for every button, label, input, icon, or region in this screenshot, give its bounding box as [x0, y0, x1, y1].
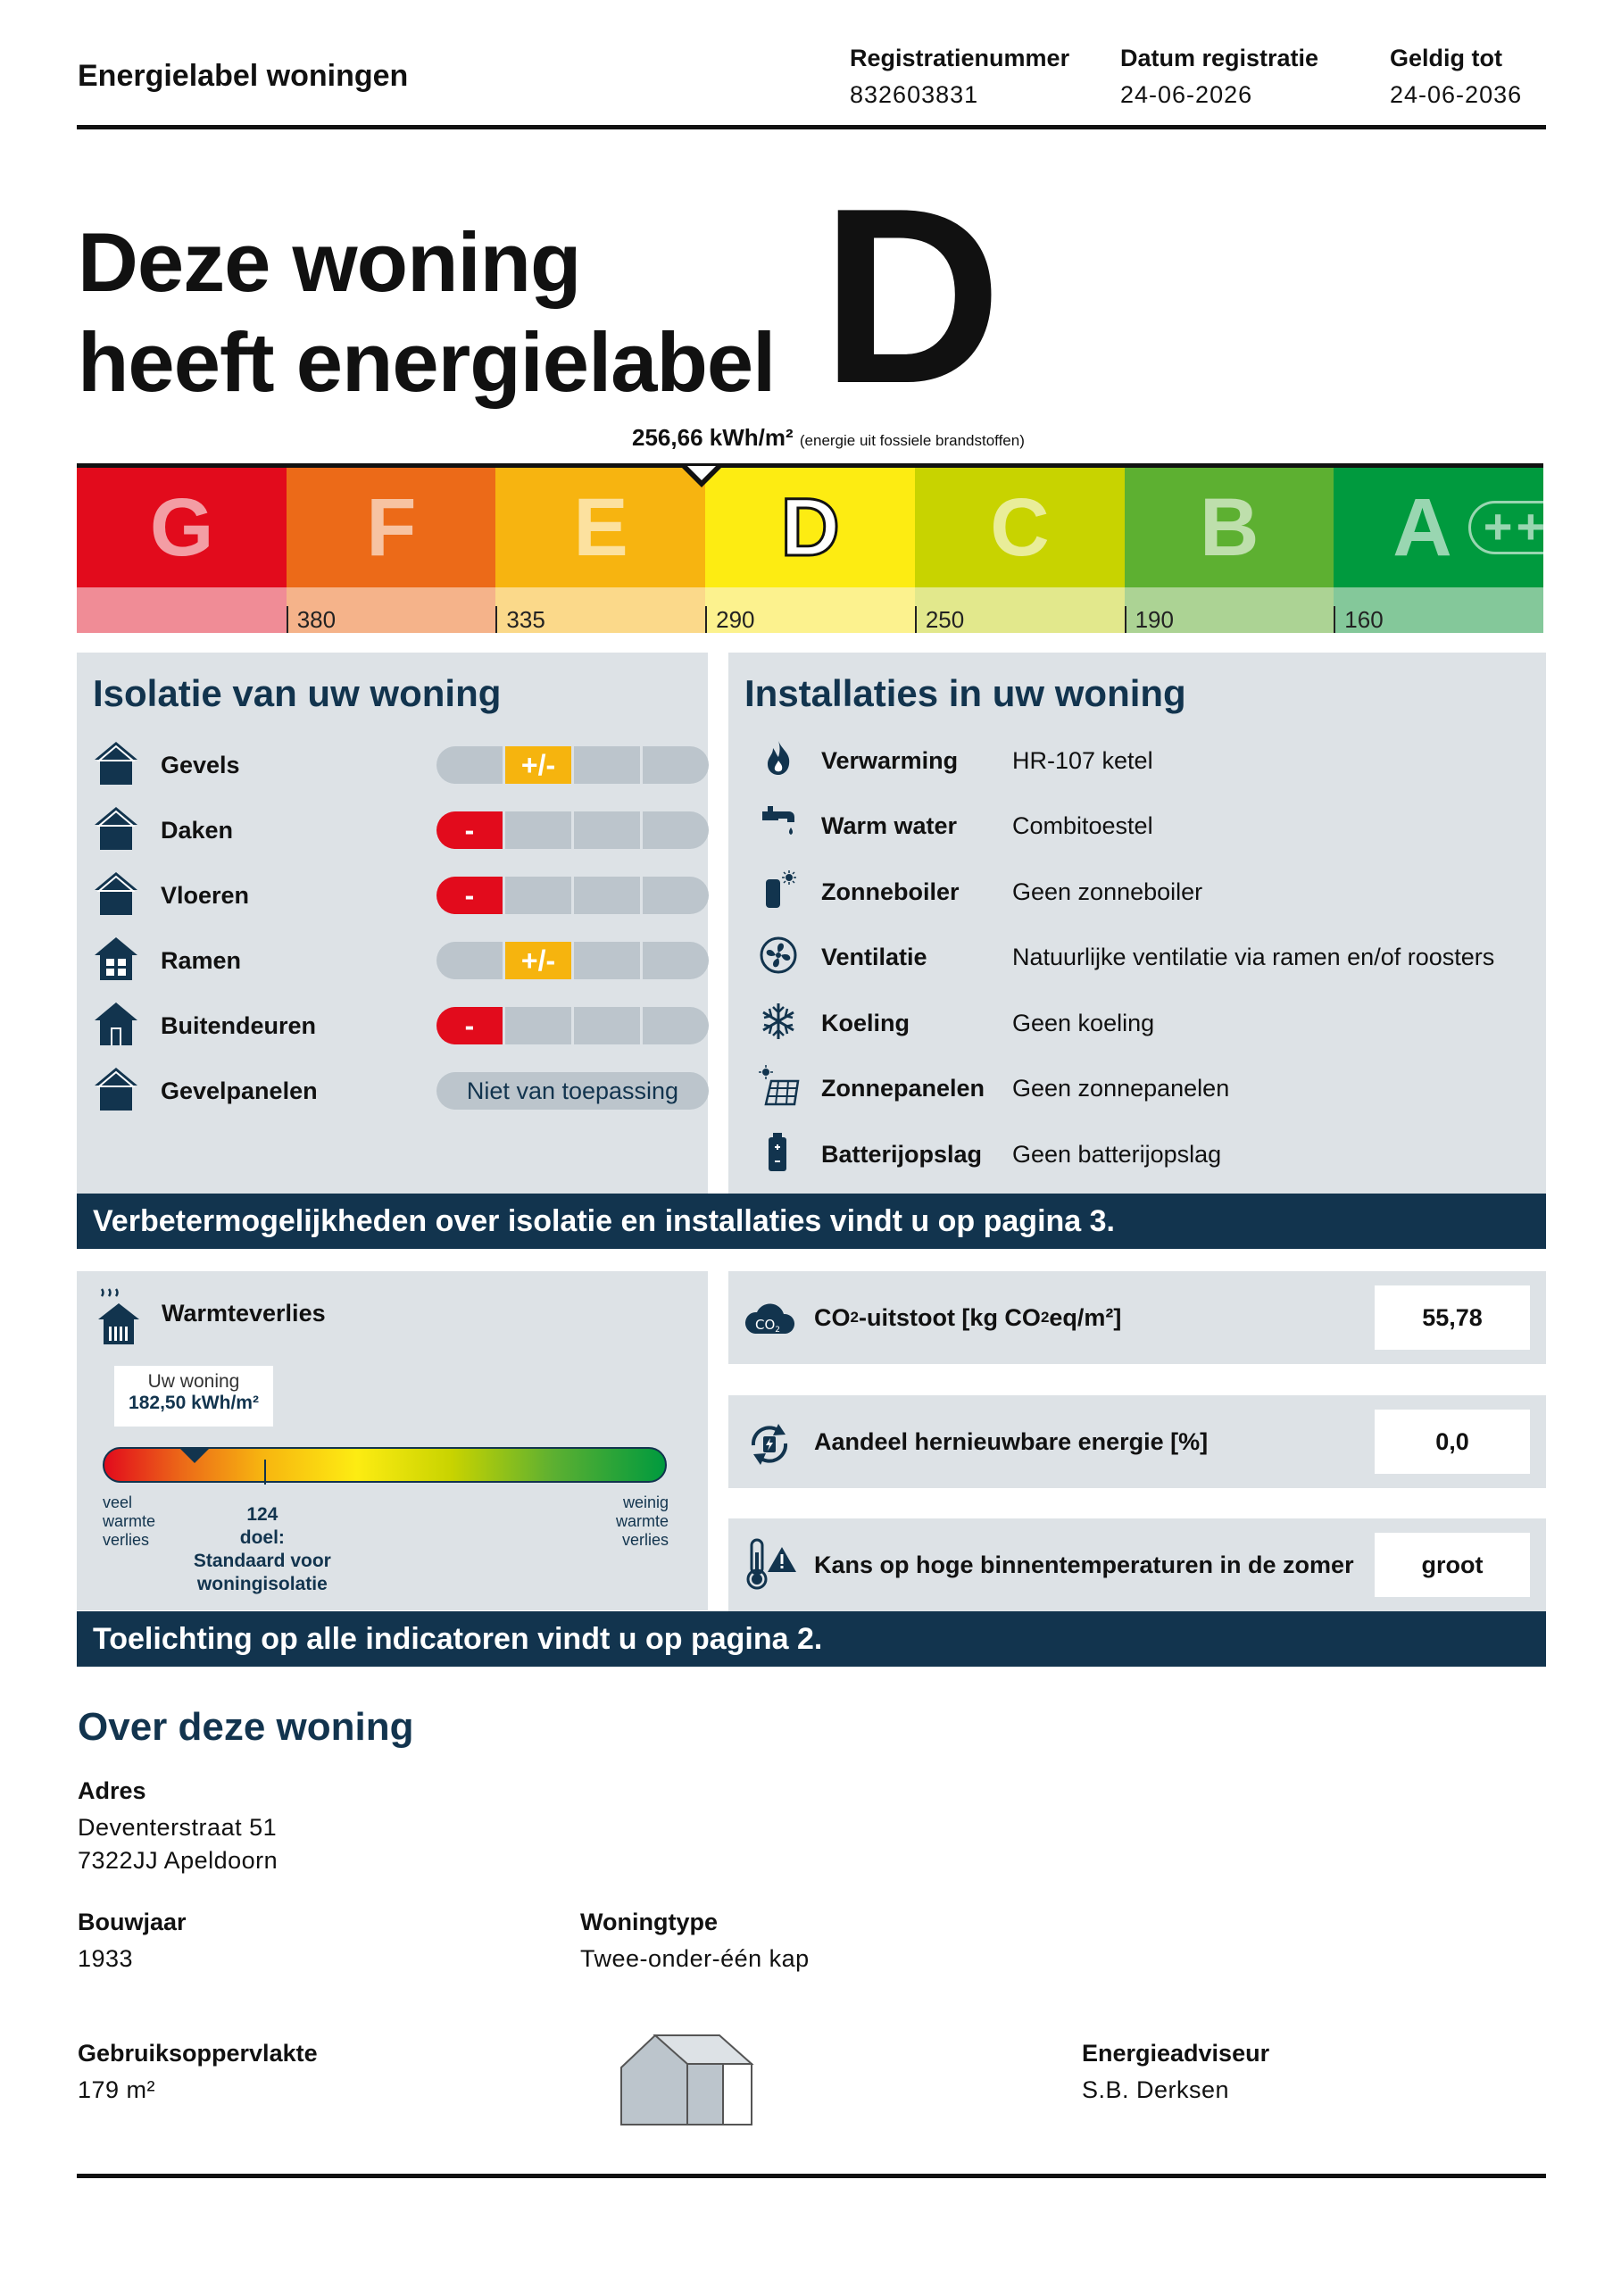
installation-value: Geen zonneboiler [1012, 878, 1203, 905]
solar-panel-icon [759, 1065, 800, 1112]
installation-value: Geen koeling [1012, 1009, 1155, 1036]
year-field [78, 1909, 187, 1973]
your-home-marker-icon [179, 1447, 211, 1463]
isolation-row-gevelpanelen [93, 1068, 709, 1114]
label-segment-b [1125, 468, 1334, 587]
energy-consumption-note: (energie uit fossiele brandstoffen) [799, 432, 1025, 449]
label-pointer-icon [682, 468, 721, 487]
label-threshold-cell [77, 587, 287, 633]
valid-until-label: Geldig tot [1390, 45, 1502, 71]
co2-label-part: -uitstoot [kg CO [858, 1303, 1041, 1331]
type-label: Woningtype [580, 1909, 718, 1935]
label-threshold-cell [1125, 587, 1334, 633]
overheating-value: groot [1375, 1533, 1530, 1597]
rating-value: +/- [520, 748, 556, 781]
isolation-label: Daken [161, 816, 234, 844]
advisor-value: S.B. Derksen [1082, 2076, 1230, 2103]
installation-label: Zonnepanelen [821, 1075, 985, 1102]
heat-loss-title: Warmteverlies [162, 1300, 326, 1327]
area-field [78, 2040, 318, 2104]
thermometer-warning-icon [743, 1538, 805, 1592]
header-divider [77, 125, 1546, 129]
advisor-label: Energieadviseur [1082, 2040, 1270, 2067]
label-letter: D [780, 481, 840, 573]
label-threshold-cell [915, 587, 1125, 633]
rating-cell [436, 746, 503, 784]
label-letter: B [1199, 481, 1259, 573]
installation-row-batterijopslag [759, 1132, 1544, 1177]
rating-cell [436, 877, 503, 914]
installation-row-verwarming [759, 738, 1544, 783]
registration-number-block [850, 45, 1069, 109]
heat-loss-right-label [616, 1493, 669, 1550]
heat-loss-house-icon [96, 1287, 141, 1346]
isolation-rating-na: Niet van toepassing [436, 1072, 709, 1110]
label-threshold: 380 [287, 606, 336, 633]
area-value: 179 m² [78, 2076, 156, 2103]
rating-cell [643, 877, 709, 914]
valid-until-value: 24-06-2036 [1390, 81, 1523, 108]
left-label-line: veel [103, 1493, 133, 1511]
installation-label: Batterijopslag [821, 1140, 983, 1168]
installation-row-warm-water [759, 804, 1544, 849]
co2-indicator [728, 1271, 1546, 1364]
isolation-label: Ramen [161, 946, 242, 974]
area-label: Gebruiksoppervlakte [78, 2040, 318, 2067]
house-gevelpanelen-icon [93, 1066, 146, 1117]
label-segment-g [77, 468, 287, 587]
rating-cell [574, 877, 640, 914]
installation-label: Ventilatie [821, 944, 927, 970]
house-daken-icon [93, 805, 146, 856]
label-threshold: 335 [495, 606, 544, 633]
isolation-label: Buitendeuren [161, 1011, 317, 1039]
isolation-row-buitendeuren [93, 1002, 709, 1049]
heat-loss-left-label [103, 1493, 155, 1550]
svg-text:CO2: $CO_2$ [754, 1317, 781, 1335]
address-label: Adres [78, 1777, 146, 1804]
rating-cell [505, 811, 571, 849]
right-label-line: verlies [621, 1531, 669, 1549]
rating-cell [505, 877, 571, 914]
energy-label-scale [77, 463, 1615, 633]
rating-cell [574, 942, 640, 979]
co2-cloud-icon [743, 1294, 796, 1344]
tap-icon [759, 803, 800, 850]
label-threshold-cell [705, 587, 915, 633]
installation-row-koeling [759, 1001, 1544, 1045]
rating-cell [436, 811, 503, 849]
label-segment-d [705, 468, 915, 587]
rating-cell [505, 746, 571, 784]
address-field [78, 1777, 278, 1875]
renewable-value: 0,0 [1375, 1410, 1530, 1474]
installation-label: Koeling [821, 1009, 910, 1036]
isolation-row-vloeren [93, 872, 709, 919]
overheating-indicator [728, 1518, 1546, 1611]
target-label [173, 1503, 352, 1596]
your-home-callout [114, 1366, 273, 1427]
overheating-label: Kans op hoge binnentemperaturen in de zomer [814, 1551, 1354, 1578]
year-label: Bouwjaar [78, 1909, 187, 1935]
label-segment-c [915, 468, 1125, 587]
rating-value: - [464, 813, 475, 846]
label-threshold: 160 [1334, 606, 1383, 633]
energy-consumption-value: 256,66 kWh/m² [632, 424, 794, 451]
isolation-label: Vloeren [161, 881, 250, 909]
installation-label: Warm water [821, 812, 958, 839]
battery-icon [759, 1131, 800, 1178]
target-tick [264, 1460, 266, 1485]
hero-line-2: heeft energielabel [78, 315, 776, 409]
right-label-line: warmte [615, 1512, 669, 1530]
co2-label-part: eq/m²] [1049, 1303, 1122, 1331]
energy-consumption [632, 424, 1025, 452]
advisor-field [1082, 2040, 1269, 2104]
footer-divider [77, 2174, 1546, 2178]
co2-label-part: CO [814, 1303, 851, 1331]
your-home-label: Uw woning [147, 1371, 240, 1392]
house-gevels-icon [93, 740, 146, 791]
isolation-panel [77, 653, 708, 1194]
target-label-line: doel: [239, 1527, 285, 1548]
target-label-line: Standaard voor [193, 1551, 331, 1571]
isolation-rating [436, 1007, 709, 1044]
installation-value: Natuurlijke ventilatie via ramen en/of roosters [1012, 944, 1495, 970]
about-title: Over deze woning [78, 1705, 414, 1749]
valid-until-block [1390, 45, 1522, 109]
co2-value: 55,78 [1375, 1285, 1530, 1350]
rating-cell [436, 942, 503, 979]
indicators-banner: Toelichting op alle indicatoren vindt u op pagina 2. [77, 1611, 1546, 1667]
registration-number-label: Registratienummer [850, 45, 1070, 71]
isolation-rating [436, 746, 709, 784]
installation-value: HR-107 ketel [1012, 746, 1153, 774]
rating-cell [574, 811, 640, 849]
rating-value: - [464, 878, 475, 911]
energy-label-letter: D [821, 157, 1002, 436]
label-letter: A [1392, 481, 1452, 573]
label-letter: F [366, 481, 417, 573]
document-title: Energielabel woningen [78, 59, 409, 93]
semi-detached-house-icon [619, 2032, 771, 2128]
rating-value: - [464, 1009, 475, 1042]
rating-cell [505, 1007, 571, 1044]
heat-loss-gradient-bar [103, 1447, 667, 1483]
address-line-1: Deventerstraat 51 [78, 1814, 278, 1841]
installation-value: Geen zonnepanelen [1012, 1075, 1230, 1102]
installation-value: Combitoestel [1012, 812, 1153, 839]
registration-date-block [1120, 45, 1318, 109]
label-threshold-cell [287, 587, 496, 633]
house-buitendeuren-icon [93, 1001, 146, 1052]
label-threshold-cell [495, 587, 705, 633]
rating-cell [505, 942, 571, 979]
rating-cell [643, 1007, 709, 1044]
label-letter: E [573, 481, 628, 573]
isolation-title: Isolatie van uw woning [93, 672, 502, 714]
left-label-line: verlies [103, 1531, 150, 1549]
registration-date-label: Datum registratie [1120, 45, 1319, 71]
co2-label-sub: 2 [1040, 1309, 1050, 1326]
installation-row-zonneboiler [759, 869, 1544, 914]
label-segment-f [287, 468, 496, 587]
renewable-energy-icon [743, 1418, 796, 1468]
installation-value: Geen batterijopslag [1012, 1140, 1222, 1168]
installations-panel [728, 653, 1546, 1194]
installation-label: Zonneboiler [821, 878, 960, 905]
installations-title: Installaties in uw woning [744, 672, 1186, 714]
type-value: Twee-onder-één kap [580, 1945, 810, 1972]
installation-row-zonnepanelen [759, 1067, 1544, 1111]
isolation-row-ramen [93, 937, 709, 984]
type-field [580, 1909, 810, 1973]
improvement-banner: Verbetermogelijkheden over isolatie en installaties vindt u op pagina 3. [77, 1194, 1546, 1249]
year-value: 1933 [78, 1945, 134, 1972]
snowflake-icon [759, 1000, 800, 1047]
label-threshold-cell [1334, 587, 1543, 633]
house-vloeren-icon [93, 870, 146, 921]
label-letter: G [149, 481, 214, 573]
renewable-label: Aandeel hernieuwbare energie [%] [814, 1427, 1209, 1455]
isolation-rating [436, 811, 709, 849]
renewable-indicator [728, 1395, 1546, 1488]
solar-boiler-icon [759, 869, 800, 916]
flame-icon [759, 737, 800, 785]
target-value: 124 [246, 1504, 278, 1525]
isolation-rating [436, 877, 709, 914]
label-letter: C [990, 481, 1050, 573]
right-label-line: weinig [622, 1493, 669, 1511]
co2-label [814, 1271, 1121, 1364]
label-segment-e [495, 468, 705, 587]
isolation-label: Gevels [161, 751, 240, 778]
registration-number-value: 832603831 [850, 81, 979, 108]
installation-row-ventilatie [759, 936, 1544, 980]
isolation-row-daken [93, 807, 709, 853]
heat-loss-panel [77, 1271, 708, 1610]
address-line-2: 7322JJ Apeldoorn [78, 1847, 278, 1874]
registration-date-value: 24-06-2026 [1120, 81, 1253, 108]
label-threshold: 290 [705, 606, 754, 633]
house-ramen-icon [93, 936, 146, 986]
your-home-value: 182,50 kWh/m² [129, 1393, 259, 1413]
installation-label: Verwarming [821, 746, 959, 774]
rating-cell [574, 746, 640, 784]
co2-label-sub: 2 [850, 1309, 859, 1326]
rating-cell [574, 1007, 640, 1044]
target-label-line: woningisolatie [196, 1574, 328, 1594]
rating-value: +/- [520, 944, 556, 977]
rating-cell [643, 746, 709, 784]
fan-icon [759, 934, 800, 981]
hero-heading [78, 212, 775, 412]
label-a-plus-pill: ++++ [1468, 501, 1621, 554]
isolation-label: Gevelpanelen [161, 1077, 318, 1104]
label-threshold: 190 [1125, 606, 1174, 633]
hero-line-1: Deze woning [78, 215, 581, 309]
rating-cell [643, 811, 709, 849]
rating-cell [643, 942, 709, 979]
left-label-line: warmte [103, 1512, 156, 1530]
label-threshold: 250 [915, 606, 964, 633]
isolation-row-gevels [93, 742, 709, 788]
isolation-rating [436, 942, 709, 979]
rating-cell [436, 1007, 503, 1044]
label-segment-a [1334, 468, 1615, 587]
